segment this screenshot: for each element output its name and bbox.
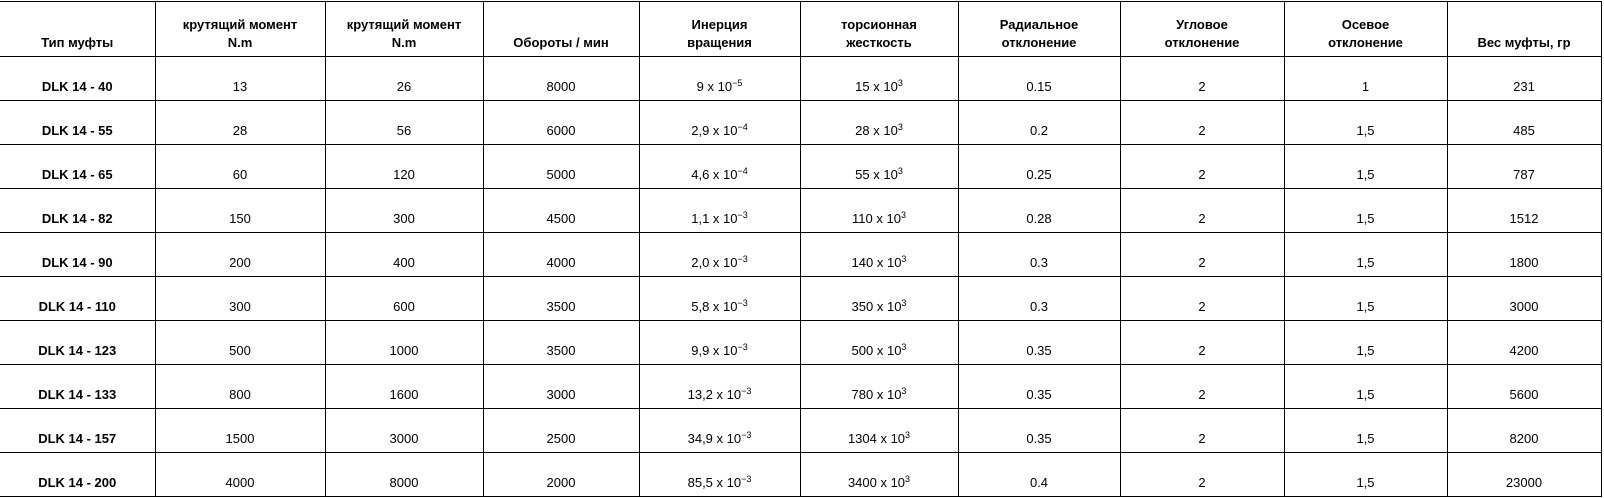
cell-weight: 787 (1447, 145, 1601, 189)
header-row (0, 2, 1601, 57)
cell-axial-deviation: 1,5 (1284, 321, 1447, 365)
cell-type: DLK 14 - 90 (0, 233, 155, 277)
cell-angular-deviation: 2 (1120, 101, 1284, 145)
header-rpm (483, 2, 639, 57)
value-exponent: −3 (741, 474, 752, 484)
value-exponent: 3 (900, 210, 906, 220)
header-angular-deviation (1120, 2, 1284, 57)
cell-weight: 485 (1447, 101, 1601, 145)
value-exponent: −3 (737, 342, 748, 352)
cell-weight: 1512 (1447, 189, 1601, 233)
cell-radial-deviation: 0.35 (958, 365, 1120, 409)
cell-angular-deviation: 2 (1120, 365, 1284, 409)
cell-axial-deviation: 1,5 (1284, 233, 1447, 277)
cell-rpm: 2500 (483, 409, 639, 453)
header-text: Обороты / мин (513, 35, 609, 50)
cell-type: DLK 14 - 65 (0, 145, 155, 189)
cell-angular-deviation: 2 (1120, 189, 1284, 233)
cell-torsional-stiffness (800, 409, 958, 453)
table-row (0, 101, 1601, 145)
header-text: торсионная (841, 17, 917, 32)
cell-torque-max: 300 (325, 189, 483, 233)
cell-rpm: 6000 (483, 101, 639, 145)
cell-torsional-stiffness (800, 101, 958, 145)
header-torque-nominal (155, 2, 325, 57)
cell-type: DLK 14 - 123 (0, 321, 155, 365)
cell-torque-nominal: 300 (155, 277, 325, 321)
cell-radial-deviation: 0.28 (958, 189, 1120, 233)
cell-axial-deviation: 1,5 (1284, 101, 1447, 145)
cell-weight: 4200 (1447, 321, 1601, 365)
header-type (0, 2, 155, 57)
value-exponent: −4 (737, 122, 748, 132)
cell-torque-max: 56 (325, 101, 483, 145)
cell-torsional-stiffness (800, 453, 958, 497)
value-exponent: 3 (901, 342, 907, 352)
value-exponent: 3 (901, 386, 907, 396)
cell-axial-deviation: 1 (1284, 57, 1447, 101)
cell-axial-deviation: 1,5 (1284, 453, 1447, 497)
cell-radial-deviation: 0.15 (958, 57, 1120, 101)
cell-torque-max: 3000 (325, 409, 483, 453)
cell-torque-nominal: 1500 (155, 409, 325, 453)
cell-inertia (639, 365, 800, 409)
value-exponent: −3 (741, 386, 752, 396)
header-torsional-stiffness (800, 2, 958, 57)
header-text: отклонение (1328, 35, 1403, 50)
header-text: отклонение (1164, 35, 1240, 50)
cell-weight: 231 (1447, 57, 1601, 101)
cell-axial-deviation: 1,5 (1284, 145, 1447, 189)
header-text: Инерция (691, 17, 748, 32)
value-exponent: −4 (737, 166, 748, 176)
cell-radial-deviation: 0.2 (958, 101, 1120, 145)
cell-torsional-stiffness (800, 321, 958, 365)
cell-torque-max: 1000 (325, 321, 483, 365)
cell-torque-nominal: 150 (155, 189, 325, 233)
value-exponent: −3 (741, 430, 752, 440)
cell-type: DLK 14 - 110 (0, 277, 155, 321)
cell-torsional-stiffness (800, 365, 958, 409)
header-axial-deviation (1284, 2, 1447, 57)
cell-inertia (639, 233, 800, 277)
value-base: 1304 x 10 (847, 431, 906, 446)
cell-torque-nominal: 200 (155, 233, 325, 277)
value-exponent: −3 (737, 210, 748, 220)
cell-weight: 23000 (1447, 453, 1601, 497)
value-base: 5,8 x 10 (691, 299, 738, 314)
cell-angular-deviation: 2 (1120, 233, 1284, 277)
cell-torque-max: 120 (325, 145, 483, 189)
cell-torque-nominal: 4000 (155, 453, 325, 497)
header-radial-deviation (958, 2, 1120, 57)
value-exponent: 3 (901, 254, 907, 264)
cell-weight: 3000 (1447, 277, 1601, 321)
cell-torque-nominal: 800 (155, 365, 325, 409)
table-row (0, 453, 1601, 497)
value-base: 34,9 x 10 (687, 431, 742, 446)
value-exponent: 3 (905, 430, 911, 440)
header-text: жесткость (846, 35, 912, 50)
cell-rpm: 5000 (483, 145, 639, 189)
cell-type: DLK 14 - 82 (0, 189, 155, 233)
cell-type: DLK 14 - 40 (0, 57, 155, 101)
cell-axial-deviation: 1,5 (1284, 365, 1447, 409)
cell-torsional-stiffness (800, 277, 958, 321)
header-text: N.m (391, 35, 417, 50)
value-base: 1,1 x 10 (691, 211, 738, 226)
header-text: Угловое (1176, 17, 1228, 32)
cell-rpm: 2000 (483, 453, 639, 497)
value-base: 85,5 x 10 (687, 475, 742, 490)
cell-inertia (639, 57, 800, 101)
cell-torque-max: 8000 (325, 453, 483, 497)
value-base: 2,9 x 10 (691, 123, 738, 138)
value-base: 140 x 10 (851, 255, 902, 270)
value-base: 110 x 10 (852, 211, 901, 226)
cell-inertia (639, 189, 800, 233)
cell-rpm: 8000 (483, 57, 639, 101)
cell-weight: 5600 (1447, 365, 1601, 409)
value-base: 13,2 x 10 (687, 387, 742, 402)
cell-radial-deviation: 0.3 (958, 233, 1120, 277)
value-exponent: −3 (737, 254, 748, 264)
cell-type: DLK 14 - 55 (0, 101, 155, 145)
cell-angular-deviation: 2 (1120, 453, 1284, 497)
value-base: 15 x 10 (855, 79, 898, 94)
cell-torque-max: 600 (325, 277, 483, 321)
header-weight (1447, 2, 1601, 57)
cell-radial-deviation: 0.35 (958, 409, 1120, 453)
cell-inertia (639, 321, 800, 365)
coupling-spec-table (0, 1, 1602, 497)
header-text: Тип муфты (41, 35, 114, 50)
cell-type: DLK 14 - 133 (0, 365, 155, 409)
cell-torsional-stiffness (800, 233, 958, 277)
cell-type: DLK 14 - 157 (0, 409, 155, 453)
value-base: 780 x 10 (851, 387, 902, 402)
cell-inertia (639, 409, 800, 453)
value-base: 350 x 10 (851, 299, 902, 314)
cell-axial-deviation: 1,5 (1284, 189, 1447, 233)
value-base: 55 x 10 (855, 167, 898, 182)
value-base: 9 x 10 (696, 79, 733, 94)
cell-inertia (639, 277, 800, 321)
value-exponent: 3 (901, 298, 907, 308)
table-row (0, 57, 1601, 101)
header-text: Вес муфты, гр (1477, 35, 1571, 50)
cell-radial-deviation: 0.3 (958, 277, 1120, 321)
cell-angular-deviation: 2 (1120, 409, 1284, 453)
header-text: вращения (687, 35, 752, 50)
header-inertia (639, 2, 800, 57)
header-text: Радиальное (999, 17, 1079, 32)
cell-angular-deviation: 2 (1120, 57, 1284, 101)
cell-torque-nominal: 60 (155, 145, 325, 189)
header-text: крутящий момент (346, 17, 462, 32)
cell-torque-nominal: 13 (155, 57, 325, 101)
cell-rpm: 4500 (483, 189, 639, 233)
table-row (0, 277, 1601, 321)
value-exponent: −3 (737, 298, 748, 308)
cell-torque-max: 400 (325, 233, 483, 277)
value-exponent: 3 (897, 122, 903, 132)
table-row (0, 321, 1601, 365)
table-row (0, 409, 1601, 453)
value-base: 9,9 x 10 (691, 343, 738, 358)
cell-torsional-stiffness (800, 145, 958, 189)
value-exponent: 3 (905, 474, 911, 484)
cell-inertia (639, 453, 800, 497)
cell-torque-nominal: 500 (155, 321, 325, 365)
cell-inertia (639, 101, 800, 145)
cell-radial-deviation: 0.4 (958, 453, 1120, 497)
cell-angular-deviation: 2 (1120, 145, 1284, 189)
table-row (0, 233, 1601, 277)
cell-rpm: 3000 (483, 365, 639, 409)
cell-torque-max: 26 (325, 57, 483, 101)
cell-torsional-stiffness (800, 189, 958, 233)
value-base: 4,6 x 10 (691, 167, 738, 182)
cell-axial-deviation: 1,5 (1284, 409, 1447, 453)
cell-rpm: 3500 (483, 321, 639, 365)
header-text: отклонение (1001, 35, 1077, 50)
cell-angular-deviation: 2 (1120, 277, 1284, 321)
value-base: 500 x 10 (851, 343, 902, 358)
cell-torque-max: 1600 (325, 365, 483, 409)
header-torque-max (325, 2, 483, 57)
value-exponent: 3 (897, 166, 903, 176)
value-base: 3400 x 10 (847, 475, 906, 490)
table-row (0, 189, 1601, 233)
cell-rpm: 3500 (483, 277, 639, 321)
cell-weight: 1800 (1447, 233, 1601, 277)
cell-inertia (639, 145, 800, 189)
header-text: крутящий момент (182, 17, 298, 32)
table-row (0, 145, 1601, 189)
value-base: 28 x 10 (855, 123, 898, 138)
value-exponent: −5 (732, 78, 743, 88)
cell-radial-deviation: 0.35 (958, 321, 1120, 365)
cell-torsional-stiffness (800, 57, 958, 101)
cell-angular-deviation: 2 (1120, 321, 1284, 365)
cell-radial-deviation: 0.25 (958, 145, 1120, 189)
table-row (0, 365, 1601, 409)
header-text: N.m (227, 35, 253, 50)
cell-type: DLK 14 - 200 (0, 453, 155, 497)
cell-weight: 8200 (1447, 409, 1601, 453)
header-text: Осевое (1341, 17, 1390, 32)
cell-axial-deviation: 1,5 (1284, 277, 1447, 321)
cell-rpm: 4000 (483, 233, 639, 277)
cell-torque-nominal: 28 (155, 101, 325, 145)
value-base: 2,0 x 10 (691, 255, 738, 270)
value-exponent: 3 (897, 78, 903, 88)
